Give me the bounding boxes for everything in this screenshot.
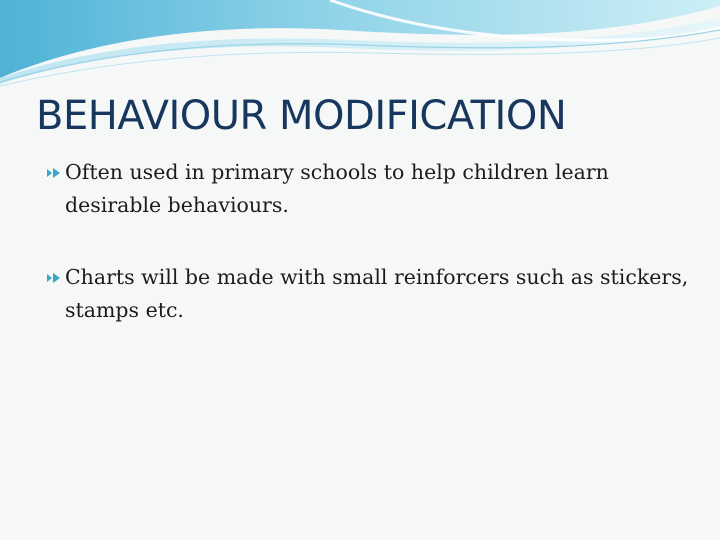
decorative-wave-header: [0, 0, 720, 90]
bullet-text: Charts will be made with small reinforcers such as stickers, stamps etc.: [65, 265, 689, 322]
bullet-list: [46, 156, 706, 366]
bullet-item: [46, 261, 706, 327]
bullet-text: Often used in primary schools to help children learn desirable behaviours.: [65, 160, 609, 217]
chevron-bullet-icon: [46, 271, 63, 285]
slide-title: BEHAVIOUR MODIFICATION: [36, 93, 567, 139]
chevron-bullet-icon: [46, 166, 63, 180]
bullet-item: [46, 156, 706, 222]
